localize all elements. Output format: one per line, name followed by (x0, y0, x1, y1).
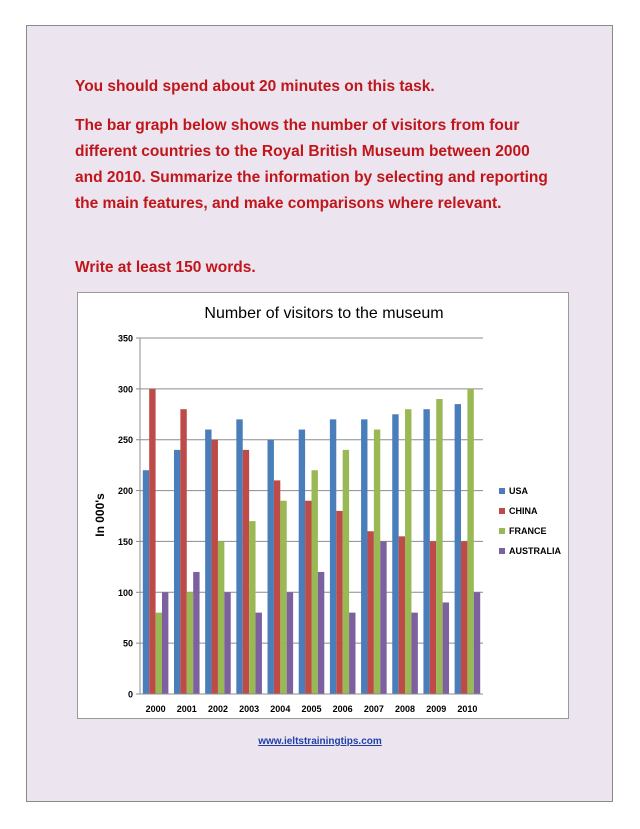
y-tick-label: 150 (117, 536, 133, 547)
bar-france-2004 (280, 501, 286, 694)
task-time-instruction: You should spend about 20 minutes on this task. (75, 78, 435, 95)
bar-australia-2003 (256, 613, 262, 694)
x-tick-label: 2005 (301, 704, 322, 714)
bar-france-2005 (312, 470, 318, 694)
bar-usa-2005 (299, 430, 305, 694)
bar-france-2010 (467, 389, 473, 694)
bar-australia-2004 (287, 592, 293, 694)
legend (499, 486, 561, 556)
bar-australia-2001 (193, 572, 199, 694)
bar-china-2008 (399, 536, 405, 694)
y-tick-label: 200 (117, 486, 133, 497)
legend-swatch-france (499, 528, 505, 534)
x-tick-label: 2002 (207, 704, 228, 714)
y-axis-label: In 000's (93, 493, 107, 537)
y-tick-label: 300 (117, 384, 133, 395)
x-tick-label: 2000 (145, 704, 166, 714)
bar-australia-2000 (162, 592, 168, 694)
bar-usa-2007 (361, 419, 367, 694)
bar-usa-2002 (205, 430, 211, 694)
website-link[interactable]: www.ieltstrainingtips.com (258, 736, 382, 747)
bar-france-2002 (218, 541, 224, 694)
bar-australia-2010 (474, 592, 480, 694)
x-tick-label: 2010 (457, 704, 478, 714)
bar-usa-2009 (423, 409, 429, 694)
y-tick-label: 50 (122, 638, 133, 649)
x-tick-label: 2003 (239, 704, 260, 714)
bar-australia-2002 (224, 592, 230, 694)
chart-title: Number of visitors to the museum (204, 305, 444, 322)
y-tick-label: 250 (117, 435, 133, 446)
y-tick-label: 0 (127, 689, 133, 700)
x-tick-label: 2008 (395, 704, 416, 714)
bar-usa-2006 (330, 419, 336, 694)
bar-china-2007 (367, 531, 373, 694)
x-tick-label: 2001 (176, 704, 197, 714)
bar-usa-2008 (392, 414, 398, 694)
bar-usa-2003 (236, 419, 242, 694)
x-tick-label: 2007 (363, 704, 384, 714)
bar-chart (77, 292, 569, 719)
bar-australia-2009 (443, 602, 449, 694)
bar-france-2007 (374, 430, 380, 694)
bar-france-2003 (249, 521, 255, 694)
bar-china-2005 (305, 501, 311, 694)
bar-usa-2004 (268, 440, 274, 694)
x-tick-label: 2004 (270, 704, 291, 714)
task-word-count: Write at least 150 words. (75, 259, 256, 276)
bar-france-2001 (187, 592, 193, 694)
legend-label-usa: USA (509, 486, 529, 496)
bar-france-2009 (436, 399, 442, 694)
task-description: The bar graph below shows the number of visitors from four different countries to the Royal British Museum between 2000 and 2010. Summarize the information by selecting and reporting the main features, and make comparisons where relevant. (75, 117, 548, 212)
legend-label-france: FRANCE (509, 526, 547, 536)
legend-label-china: CHINA (509, 506, 538, 516)
bar-australia-2005 (318, 572, 324, 694)
bar-france-2006 (343, 450, 349, 694)
legend-swatch-china (499, 508, 505, 514)
bar-australia-2006 (349, 613, 355, 694)
bar-china-2003 (243, 450, 249, 694)
bar-france-2008 (405, 409, 411, 694)
bar-australia-2008 (411, 613, 417, 694)
y-tick-label: 100 (117, 587, 133, 598)
x-tick-label: 2009 (426, 704, 447, 714)
chart-canvas (78, 293, 570, 720)
bar-usa-2010 (455, 404, 461, 694)
bar-china-2004 (274, 480, 280, 694)
bar-china-2009 (430, 541, 436, 694)
legend-swatch-australia (499, 548, 505, 554)
x-tick-label: 2006 (332, 704, 353, 714)
bar-australia-2007 (380, 541, 386, 694)
bar-china-2000 (149, 389, 155, 694)
legend-swatch-usa (499, 488, 505, 494)
bar-china-2006 (336, 511, 342, 694)
bar-china-2010 (461, 541, 467, 694)
y-tick-label: 350 (117, 333, 133, 344)
bar-usa-2000 (143, 470, 149, 694)
bar-france-2000 (156, 613, 162, 694)
bar-china-2001 (180, 409, 186, 694)
legend-label-australia: AUSTRALIA (509, 546, 561, 556)
bar-usa-2001 (174, 450, 180, 694)
bar-china-2002 (212, 440, 218, 694)
